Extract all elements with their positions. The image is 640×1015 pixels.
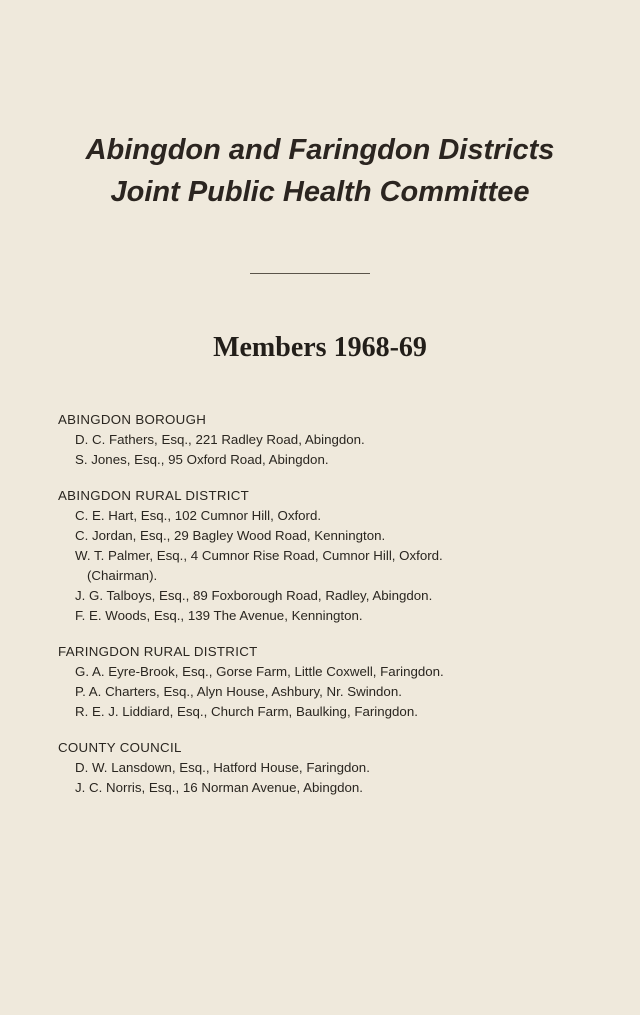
member-entry: D. C. Fathers, Esq., 221 Radley Road, Abingdon. [75, 432, 365, 447]
member-entry: G. A. Eyre-Brook, Esq., Gorse Farm, Little Coxwell, Faringdon. [75, 664, 444, 679]
member-list [58, 410, 618, 814]
member-entry: J. C. Norris, Esq., 16 Norman Avenue, Abingdon. [75, 780, 364, 795]
member-entry: D. W. Lansdown, Esq., Hatford House, Faringdon. [75, 760, 370, 775]
divider-rule [250, 273, 370, 274]
chairman-note: (Chairman). [87, 568, 158, 583]
member-entry: S. Jones, Esq., 95 Oxford Road, Abingdon. [75, 452, 329, 467]
member-entry: F. E. Woods, Esq., 139 The Avenue, Kennington. [75, 608, 363, 623]
section-abingdon-rural-district [58, 486, 618, 626]
member-entry: J. G. Talboys, Esq., 89 Foxborough Road, Radley, Abingdon. [75, 588, 433, 603]
member-entry: P. A. Charters, Esq., Alyn House, Ashbury, Nr. Swindon. [75, 684, 402, 699]
section-faringdon-rural-district [58, 642, 618, 722]
member-entry: C. Jordan, Esq., 29 Bagley Wood Road, Kennington. [75, 528, 386, 543]
members-heading: Members 1968-69 [213, 332, 427, 363]
member-entry: C. E. Hart, Esq., 102 Cumnor Hill, Oxford. [75, 508, 322, 523]
member-entry-text: W. T. Palmer, Esq., 4 Cumnor Rise Road, Cumnor Hill, Oxford. [75, 548, 443, 563]
section-heading: ABINGDON RURAL DISTRICT [58, 488, 250, 503]
title-line-2: Joint Public Health Committee [110, 176, 530, 208]
section-heading: ABINGDON BOROUGH [58, 412, 207, 427]
section-heading: FARINGDON RURAL DISTRICT [58, 644, 258, 659]
section-abingdon-borough [58, 410, 618, 470]
member-entry-chairman [58, 546, 618, 586]
member-entry: R. E. J. Liddiard, Esq., Church Farm, Baulking, Faringdon. [75, 704, 418, 719]
section-heading: COUNTY COUNCIL [58, 740, 182, 755]
section-county-council [58, 738, 618, 798]
title-line-1: Abingdon and Faringdon Districts [85, 134, 555, 166]
